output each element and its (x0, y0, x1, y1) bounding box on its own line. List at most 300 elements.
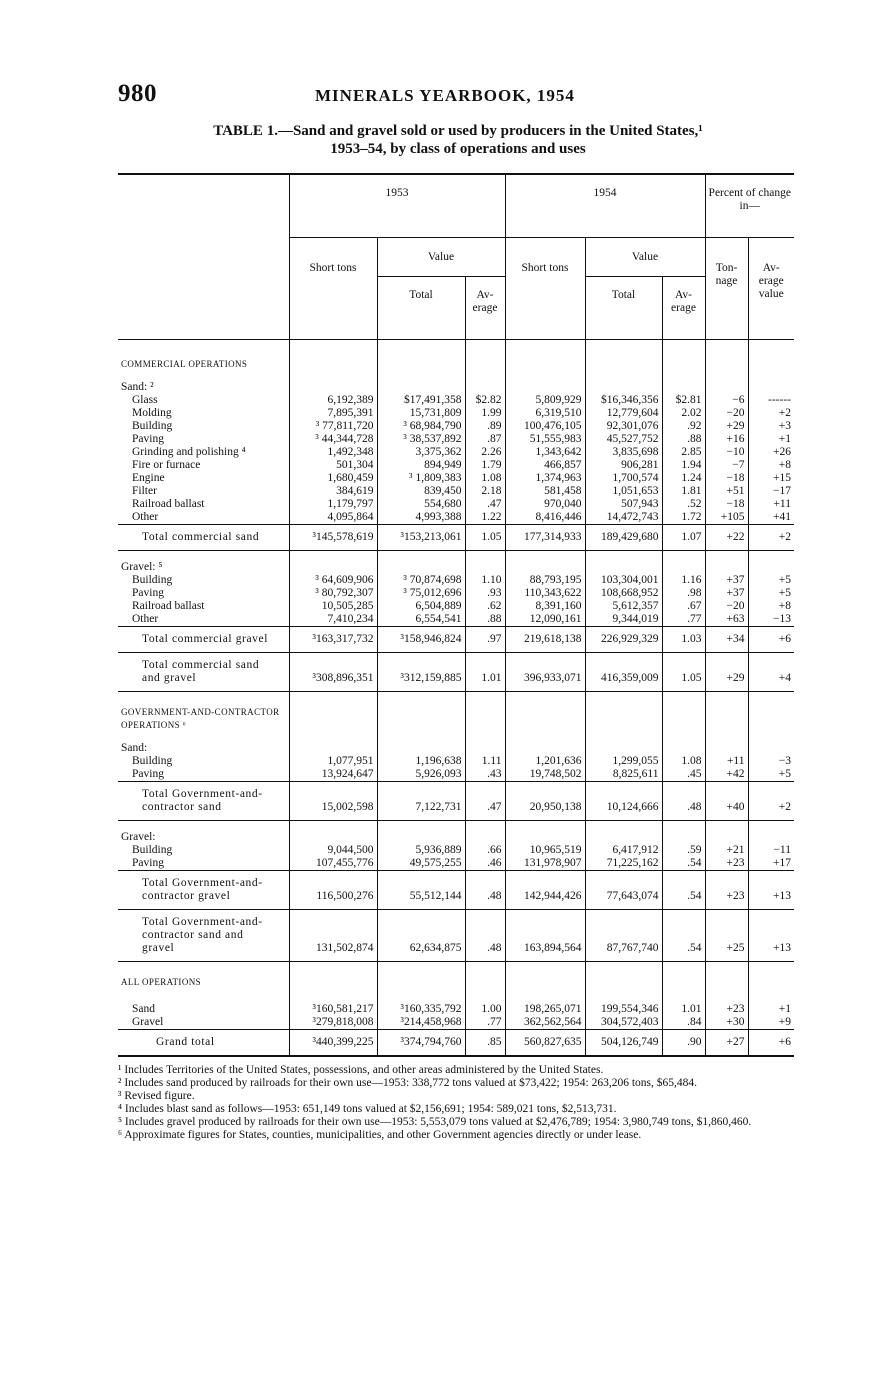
table-row-cell: .67 (662, 600, 705, 613)
footnote: ¹ Includes Territories of the United States, possessions, and other areas administered by the United States. (118, 1064, 604, 1076)
table-row-cell: 3,375,362 (377, 446, 465, 459)
table-row-cell: 100,476,105 (505, 420, 585, 433)
table-row-cell: +9 (748, 1016, 794, 1030)
subtotal-row-cell: +2 (748, 525, 794, 551)
table-title-line-1: TABLE 1.—Sand and gravel sold or used by producers in the United States,¹ (213, 123, 703, 139)
table-row-cell: +21 (705, 844, 748, 857)
table-row-cell: 19,748,502 (505, 768, 585, 782)
table-row-cell: 1.81 (662, 485, 705, 498)
section-total-row-cell: .54 (662, 910, 705, 962)
grand-total-row-cell: ³440,399,225 (289, 1030, 377, 1057)
subtotal-row-cell: +2 (748, 782, 794, 821)
table-row-cell: 6,192,389 (289, 394, 377, 407)
table-row-cell: 4,993,388 (377, 511, 465, 525)
table-row-cell: 1,179,797 (289, 498, 377, 511)
table-row-cell: 1,680,459 (289, 472, 377, 485)
subtotal-row-cell: ³158,946,824 (377, 627, 465, 653)
section-total-row-cell: 131,502,874 (289, 910, 377, 962)
table-row-label: Other (132, 511, 159, 523)
group-label (118, 821, 794, 845)
subtotal-row-cell: .47 (465, 782, 505, 821)
table-row-cell: ³ 38,537,892 (377, 433, 465, 446)
table-row-cell: 6,319,510 (505, 407, 585, 420)
subtotal-row-label: Total Government-and-contractor gravel (118, 871, 289, 910)
table-row-cell: 2.85 (662, 446, 705, 459)
header-1954-value: Value (585, 238, 705, 277)
table-row-cell: 5,936,889 (377, 844, 465, 857)
group-label-text: Gravel: (121, 831, 156, 843)
table-row-cell: −3 (748, 755, 794, 768)
table-row-cell: 12,779,604 (585, 407, 662, 420)
section-heading (118, 692, 794, 733)
subtotal-row-label: Total Government-and-contractor sand (118, 782, 289, 821)
table-row-cell: .47 (465, 498, 505, 511)
section-total-row-cell: +25 (705, 910, 748, 962)
table-row-cell: ³ 64,609,906 (289, 574, 377, 587)
table-row-cell: ³ 68,984,790 (377, 420, 465, 433)
subtotal-row-cell: +34 (705, 627, 748, 653)
subtotal-row-cell: 177,314,933 (505, 525, 585, 551)
table-row (118, 472, 794, 485)
subtotal-row-cell: 219,618,138 (505, 627, 585, 653)
table-row-cell: −20 (705, 407, 748, 420)
table-row-label: Fire or furnace (132, 459, 201, 471)
table-row-cell: .77 (662, 613, 705, 627)
header-1953: 1953 (289, 174, 505, 238)
table-row-cell: 12,090,161 (505, 613, 585, 627)
header-1954-total: Total (585, 277, 662, 340)
grand-total-row-cell: +27 (705, 1030, 748, 1057)
group-label-text: Sand: (121, 742, 148, 754)
table-row-cell: 9,344,019 (585, 613, 662, 627)
table-row-cell: 5,809,929 (505, 394, 585, 407)
grand-total-row-cell: .85 (465, 1030, 505, 1057)
table-row-label: Railroad ballast (132, 600, 205, 612)
subtotal-row-cell: 116,500,276 (289, 871, 377, 910)
table-row-cell: +37 (705, 574, 748, 587)
subtotal-row-label: Total commercial sand (118, 525, 289, 551)
table-row-cell: 3,835,698 (585, 446, 662, 459)
table-row-label: Other (132, 613, 159, 625)
running-head: MINERALS YEARBOOK, 1954 (315, 86, 575, 105)
table-row-cell: ³279,818,008 (289, 1016, 377, 1030)
table-row-cell: +2 (748, 407, 794, 420)
footnotes (118, 1064, 794, 1142)
table-row-cell: 384,619 (289, 485, 377, 498)
header-1954: 1954 (505, 174, 705, 238)
table-row-cell: 14,472,743 (585, 511, 662, 525)
table-row-cell: 2.26 (465, 446, 505, 459)
table-row (118, 857, 794, 871)
table-row-cell: .46 (465, 857, 505, 871)
page-number: 980 (118, 80, 157, 107)
table-row (118, 433, 794, 446)
table-row (118, 587, 794, 600)
group-label (118, 371, 794, 394)
table-row-cell: 92,301,076 (585, 420, 662, 433)
table-row-cell: 4,095,864 (289, 511, 377, 525)
section-total-row-cell: 1.05 (662, 653, 705, 692)
table-row-cell: 13,924,647 (289, 768, 377, 782)
subtotal-row-cell: +40 (705, 782, 748, 821)
table-row (118, 394, 794, 407)
table-row-cell: 1,201,636 (505, 755, 585, 768)
subtotal-row-cell: 1.05 (465, 525, 505, 551)
header-1953-average: Av-erage (465, 277, 505, 340)
footnote: ⁴ Includes blast sand as follows—1953: 651,149 tons valued at $2,156,691; 1954: 589,021 tons, $2,513,731. (118, 1103, 617, 1115)
table-row-label: Filter (132, 485, 157, 497)
table-row-cell: 1,077,951 (289, 755, 377, 768)
section-total-row-label: Total commercial sand and gravel (118, 653, 289, 692)
subtotal-row-cell: .97 (465, 627, 505, 653)
table-row-cell: 88,793,195 (505, 574, 585, 587)
data-table (118, 173, 794, 1057)
table-row-cell: ³ 75,012,696 (377, 587, 465, 600)
table-row-cell: .84 (662, 1016, 705, 1030)
table-row-label: Paving (132, 587, 164, 599)
table-row-cell: −10 (705, 446, 748, 459)
table-row (118, 511, 794, 525)
grand-total-row (118, 1030, 794, 1057)
subtotal-row-cell: ³145,578,619 (289, 525, 377, 551)
table-row-cell: 1.00 (465, 1003, 505, 1016)
table-row-cell: −13 (748, 613, 794, 627)
section-heading-text: COMMERCIAL OPERATIONS (121, 359, 248, 369)
table-row-cell: 1,374,963 (505, 472, 585, 485)
table-row-cell: 1.94 (662, 459, 705, 472)
table-row-cell: 1.24 (662, 472, 705, 485)
subtotal-row-cell: 77,643,074 (585, 871, 662, 910)
section-total-row-cell: 163,894,564 (505, 910, 585, 962)
grand-total-row-label: Grand total (118, 1030, 289, 1057)
table-row-cell: 501,304 (289, 459, 377, 472)
section-heading (118, 340, 794, 372)
table-row-cell: 15,731,809 (377, 407, 465, 420)
table-row-cell: −18 (705, 498, 748, 511)
footnote: ³ Revised figure. (118, 1090, 195, 1102)
table-title-line-2: 1953–54, by class of operations and uses (330, 141, 586, 157)
table-row-cell: −17 (748, 485, 794, 498)
table-row-cell: 1.01 (662, 1003, 705, 1016)
table-row-cell: 1.79 (465, 459, 505, 472)
section-heading (118, 962, 794, 990)
group-label-text: Gravel: ⁵ (121, 561, 163, 573)
table-row-cell: .88 (662, 433, 705, 446)
table-row-label: Railroad ballast (132, 498, 205, 510)
table-row (118, 613, 794, 627)
header-1953-short-tons: Short tons (289, 238, 377, 340)
table-row-cell: ³ 44,344,728 (289, 433, 377, 446)
table-row-cell: $16,346,356 (585, 394, 662, 407)
table-row (118, 768, 794, 782)
header-average-value: Av-erage value (748, 238, 794, 340)
section-total-row (118, 653, 794, 692)
table-row-cell: +16 (705, 433, 748, 446)
table-row-label: Building (132, 420, 173, 432)
table-row-cell: +17 (748, 857, 794, 871)
subtotal-row-cell: .48 (662, 782, 705, 821)
table-row-cell: 110,343,622 (505, 587, 585, 600)
table-row-cell: .43 (465, 768, 505, 782)
table-row-cell: 1.10 (465, 574, 505, 587)
table-row-cell: 1.22 (465, 511, 505, 525)
table-row-cell: 1,299,055 (585, 755, 662, 768)
table-row-cell: ³ 1,809,383 (377, 472, 465, 485)
grand-total-row-cell: 504,126,749 (585, 1030, 662, 1057)
header-1954-average: Av-erage (662, 277, 705, 340)
table-row-cell: +37 (705, 587, 748, 600)
table-row-cell: 45,527,752 (585, 433, 662, 446)
section-total-row-cell: +4 (748, 653, 794, 692)
table-row (118, 446, 794, 459)
header-1954-short-tons: Short tons (505, 238, 585, 340)
subtotal-row (118, 782, 794, 821)
table-row-cell: 199,554,346 (585, 1003, 662, 1016)
grand-total-row-cell: 560,827,635 (505, 1030, 585, 1057)
table-row (118, 574, 794, 587)
subtotal-row-cell: 15,002,598 (289, 782, 377, 821)
table-row-cell: ³160,581,217 (289, 1003, 377, 1016)
table-row (118, 498, 794, 511)
table-row-cell: $2.81 (662, 394, 705, 407)
subtotal-row-label: Total commercial gravel (118, 627, 289, 653)
table-row-cell: .54 (662, 857, 705, 871)
table-row-cell: .62 (465, 600, 505, 613)
table-row-cell: .89 (465, 420, 505, 433)
table-row-cell: 1,343,642 (505, 446, 585, 459)
header-tonnage: Ton-nage (705, 238, 748, 340)
table-row-cell: +26 (748, 446, 794, 459)
section-heading-text: GOVERNMENT-AND-CONTRACTOR OPERATIONS ⁶ (121, 707, 280, 730)
table-row-cell: 7,895,391 (289, 407, 377, 420)
section-total-row-cell: 62,634,875 (377, 910, 465, 962)
table-row-cell: +5 (748, 768, 794, 782)
table-row-cell: .98 (662, 587, 705, 600)
table-row (118, 407, 794, 420)
table-row-cell: +15 (748, 472, 794, 485)
table-row (118, 755, 794, 768)
table-row-cell: 10,965,519 (505, 844, 585, 857)
subtotal-row-cell: +6 (748, 627, 794, 653)
table-row-label: Paving (132, 768, 164, 780)
table-row-cell: .93 (465, 587, 505, 600)
table-row-cell: ------ (748, 394, 794, 407)
subtotal-row (118, 871, 794, 910)
table-row-cell: 8,391,160 (505, 600, 585, 613)
footnote: ² Includes sand produced by railroads for their own use—1953: 338,772 tons valued at $73,422; 1954: 263,206 tons, $65,484. (118, 1077, 698, 1089)
table-row-cell: .87 (465, 433, 505, 446)
table-row-cell: 581,458 (505, 485, 585, 498)
table-row-cell: 362,562,564 (505, 1016, 585, 1030)
table-row-cell: 198,265,071 (505, 1003, 585, 1016)
subtotal-row-cell: 10,124,666 (585, 782, 662, 821)
table-row-cell: +5 (748, 574, 794, 587)
section-total-row (118, 910, 794, 962)
table-row-cell: ³ 80,792,307 (289, 587, 377, 600)
subtotal-row-cell: ³163,317,732 (289, 627, 377, 653)
section-total-row-label: Total Government-and-contractor sand and gravel (118, 910, 289, 962)
table-row-cell: +11 (705, 755, 748, 768)
table-row-cell: 108,668,952 (585, 587, 662, 600)
spacer-row (118, 989, 794, 1003)
section-total-row-cell: 87,767,740 (585, 910, 662, 962)
table-row-cell: +41 (748, 511, 794, 525)
table-row-cell: 906,281 (585, 459, 662, 472)
table-row-cell: 8,416,446 (505, 511, 585, 525)
table-row-cell: $17,491,358 (377, 394, 465, 407)
table-row-cell: 2.02 (662, 407, 705, 420)
table-row-cell: +11 (748, 498, 794, 511)
table-row-cell: ³ 77,811,720 (289, 420, 377, 433)
subtotal-row-cell: 142,944,426 (505, 871, 585, 910)
table-row-cell: +42 (705, 768, 748, 782)
section-total-row-cell: ³308,896,351 (289, 653, 377, 692)
header-1953-value: Value (377, 238, 505, 277)
table-row-cell: .52 (662, 498, 705, 511)
table-row-cell: 1.08 (465, 472, 505, 485)
table-row (118, 844, 794, 857)
section-total-row-cell: +29 (705, 653, 748, 692)
table-row-label: Glass (132, 394, 158, 406)
table-row-cell: 507,943 (585, 498, 662, 511)
table-row-cell: .88 (465, 613, 505, 627)
table-row-cell: ³ 70,874,698 (377, 574, 465, 587)
table-title (120, 122, 796, 158)
subtotal-row-cell: 189,429,680 (585, 525, 662, 551)
table-row-label: Building (132, 574, 173, 586)
table-row-cell: 51,555,983 (505, 433, 585, 446)
table-row-cell: .59 (662, 844, 705, 857)
table-row-label: Building (132, 844, 173, 856)
table-row (118, 600, 794, 613)
subtotal-row-cell: 7,122,731 (377, 782, 465, 821)
table-row-label: Sand (132, 1003, 155, 1015)
table-row-cell: 49,575,255 (377, 857, 465, 871)
table-body (118, 340, 794, 1057)
section-total-row-cell: .48 (465, 910, 505, 962)
table-row-cell: 1.99 (465, 407, 505, 420)
grand-total-row-cell: .90 (662, 1030, 705, 1057)
table-row (118, 1016, 794, 1030)
subtotal-row (118, 525, 794, 551)
table-row-cell: +30 (705, 1016, 748, 1030)
table-row (118, 485, 794, 498)
table-row-cell: +5 (748, 587, 794, 600)
table-row-cell: 103,304,001 (585, 574, 662, 587)
subtotal-row (118, 627, 794, 653)
table-row-cell: 304,572,403 (585, 1016, 662, 1030)
table-row-label: Gravel (132, 1016, 164, 1028)
table-row-label: Building (132, 755, 173, 767)
stub-header (118, 174, 289, 340)
header-percent-change: Percent of change in— (705, 174, 794, 238)
subtotal-row-cell: 55,512,144 (377, 871, 465, 910)
grand-total-row-cell: ³374,794,760 (377, 1030, 465, 1057)
table-row-cell: 1,700,574 (585, 472, 662, 485)
table-row-label: Paving (132, 433, 164, 445)
table-row-cell: +51 (705, 485, 748, 498)
table-row-cell: +1 (748, 1003, 794, 1016)
table-row-cell: −11 (748, 844, 794, 857)
table-row-cell: 839,450 (377, 485, 465, 498)
subtotal-row-cell: 1.03 (662, 627, 705, 653)
table-row (118, 1003, 794, 1016)
table-row-cell: +8 (748, 459, 794, 472)
table-row-label: Molding (132, 407, 172, 419)
table-row-cell: 1,196,638 (377, 755, 465, 768)
section-total-row-cell: 416,359,009 (585, 653, 662, 692)
table-row (118, 459, 794, 472)
table-row-cell: 1.08 (662, 755, 705, 768)
subtotal-row-cell: +23 (705, 871, 748, 910)
table-row-cell: 1,492,348 (289, 446, 377, 459)
subtotal-row-cell: +22 (705, 525, 748, 551)
table-row-cell: +23 (705, 1003, 748, 1016)
table-row-cell: 71,225,162 (585, 857, 662, 871)
section-total-row-cell: ³312,159,885 (377, 653, 465, 692)
table-row-cell: 6,554,541 (377, 613, 465, 627)
header-1953-total: Total (377, 277, 465, 340)
table-row-cell: +1 (748, 433, 794, 446)
subtotal-row-cell: 226,929,329 (585, 627, 662, 653)
section-total-row-cell: +13 (748, 910, 794, 962)
table-row-cell: .77 (465, 1016, 505, 1030)
table-row-cell: +105 (705, 511, 748, 525)
table-row-cell: −20 (705, 600, 748, 613)
table-row-cell: 554,680 (377, 498, 465, 511)
table-row-cell: .45 (662, 768, 705, 782)
table-row-cell: 8,825,611 (585, 768, 662, 782)
table-row-cell: 6,504,889 (377, 600, 465, 613)
subtotal-row-cell: .48 (465, 871, 505, 910)
table-row (118, 420, 794, 433)
table-row-cell: .92 (662, 420, 705, 433)
table-row-cell: 2.18 (465, 485, 505, 498)
section-total-row-cell: 396,933,071 (505, 653, 585, 692)
table-row-cell: 1.16 (662, 574, 705, 587)
grand-total-row-cell: +6 (748, 1030, 794, 1057)
table-row-cell: +3 (748, 420, 794, 433)
table-row-cell: −18 (705, 472, 748, 485)
table-row-cell: $2.82 (465, 394, 505, 407)
footnote: ⁶ Approximate figures for States, counties, municipalities, and other Government agencies directly or under lease. (118, 1129, 642, 1141)
table-row-cell: 7,410,234 (289, 613, 377, 627)
table-row-cell: −7 (705, 459, 748, 472)
section-heading-text: ALL OPERATIONS (121, 977, 202, 987)
table-row-label: Paving (132, 857, 164, 869)
subtotal-row-cell: 1.07 (662, 525, 705, 551)
table-row-cell: 466,857 (505, 459, 585, 472)
section-total-row-cell: 1.01 (465, 653, 505, 692)
table-row-cell: 5,926,093 (377, 768, 465, 782)
footnote: ⁵ Includes gravel produced by railroads for their own use—1953: 5,553,079 tons valued at $2,476,789; 1954: 3,980,749 tons, $1,860,460. (118, 1116, 752, 1128)
table-row-cell: 894,949 (377, 459, 465, 472)
table-row-cell: 1,051,653 (585, 485, 662, 498)
table-row-cell: ³214,458,968 (377, 1016, 465, 1030)
table-row-label: Grinding and polishing ⁴ (132, 446, 246, 458)
table-row-cell: 9,044,500 (289, 844, 377, 857)
table-row-label: Engine (132, 472, 165, 484)
table-row-cell: 970,040 (505, 498, 585, 511)
group-label (118, 732, 794, 755)
table-row-cell: 10,505,285 (289, 600, 377, 613)
table-row-cell: .66 (465, 844, 505, 857)
table-header (118, 174, 794, 340)
table-row-cell: ³160,335,792 (377, 1003, 465, 1016)
table-row-cell: 1.72 (662, 511, 705, 525)
subtotal-row-cell: 20,950,138 (505, 782, 585, 821)
table-row-cell: 131,978,907 (505, 857, 585, 871)
